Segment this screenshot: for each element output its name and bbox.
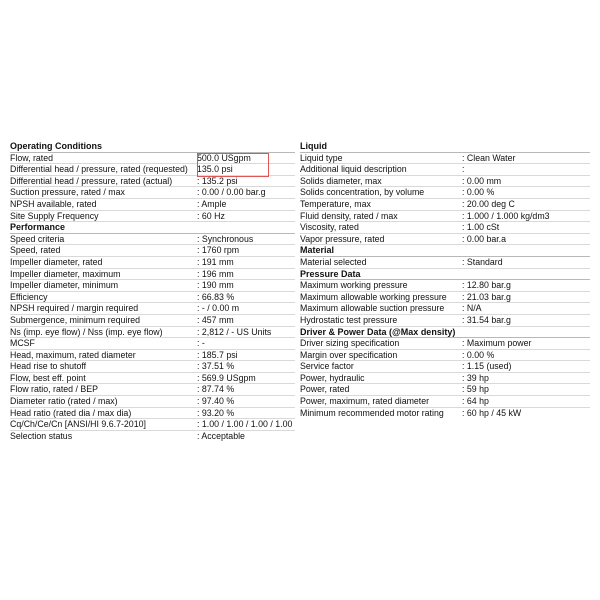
row-label: Speed, rated — [10, 245, 61, 256]
row-value: : 21.03 bar.g — [462, 291, 511, 302]
row-value: : 64 hp — [462, 396, 489, 407]
row-value: : 1.15 (used) — [462, 361, 512, 372]
row-value: : 60 Hz — [197, 210, 225, 221]
row-label: Minimum recommended motor rating — [300, 407, 444, 418]
row-value: : Acceptable — [197, 430, 245, 441]
data-row — [10, 408, 295, 420]
row-label: Submergence, minimum required — [10, 314, 141, 325]
row-label: Additional liquid description — [300, 164, 407, 175]
row-label: Efficiency — [10, 291, 48, 302]
row-label: Viscosity, rated — [300, 222, 359, 233]
section-heading-operating-conditions: Operating Conditions — [10, 141, 295, 153]
data-row — [10, 187, 295, 199]
data-row — [300, 234, 590, 246]
row-label: Temperature, max — [300, 198, 371, 209]
row-label: Impeller diameter, rated — [10, 256, 103, 267]
data-row — [10, 419, 295, 431]
row-value: 500.0 USgpm — [197, 152, 251, 163]
row-value: : 59 hp — [462, 384, 489, 395]
data-row — [300, 222, 590, 234]
row-value: : 1.00 cSt — [462, 222, 500, 233]
row-label: Power, maximum, rated diameter — [300, 396, 430, 407]
row-label: Maximum working pressure — [300, 280, 408, 291]
data-row — [10, 373, 295, 385]
row-label: Solids diameter, max — [300, 175, 382, 186]
row-value: : 0.00 bar.a — [462, 233, 507, 244]
data-row — [300, 176, 590, 188]
row-value: : Synchronous — [197, 233, 254, 244]
row-label: Head rise to shutoff — [10, 361, 87, 372]
data-row — [300, 164, 590, 176]
left-column — [10, 141, 295, 442]
row-label: Power, hydraulic — [300, 372, 365, 383]
row-label: Maximum allowable suction pressure — [300, 303, 445, 314]
data-row — [300, 396, 590, 408]
data-row — [10, 245, 295, 257]
data-row — [10, 396, 295, 408]
row-value: : 185.7 psi — [197, 349, 238, 360]
row-label: Flow ratio, rated / BEP — [10, 384, 99, 395]
row-label: Solids concentration, by volume — [300, 187, 425, 198]
row-value: : 1.000 / 1.000 kg/dm3 — [462, 210, 550, 221]
row-value: : 31.54 bar.g — [462, 314, 511, 325]
data-row — [300, 211, 590, 223]
row-value: : 87.74 % — [197, 384, 235, 395]
row-label: Fluid density, rated / max — [300, 210, 398, 221]
row-label: Differential head / pressure, rated (requested) — [10, 164, 188, 175]
row-value: : 37.51 % — [197, 361, 235, 372]
row-label: Head ratio (rated dia / max dia) — [10, 407, 132, 418]
data-row — [10, 327, 295, 339]
row-label: Maximum allowable working pressure — [300, 291, 447, 302]
section-heading-pressure-data: Pressure Data — [300, 269, 590, 281]
row-label: NPSH required / margin required — [10, 303, 139, 314]
row-value: : 60 hp / 45 kW — [462, 407, 522, 418]
row-value: : Standard — [462, 256, 503, 267]
data-row — [10, 315, 295, 327]
row-label: NPSH available, rated — [10, 198, 97, 209]
data-row — [300, 373, 590, 385]
data-row — [10, 164, 295, 176]
section-heading-liquid: Liquid — [300, 141, 590, 153]
row-label: Driver sizing specification — [300, 338, 400, 349]
row-value: : 39 hp — [462, 372, 489, 383]
data-row — [10, 384, 295, 396]
row-label: Cq/Ch/Ce/Cn [ANSI/HI 9.6.7-2010] — [10, 419, 146, 430]
row-value: : 66.83 % — [197, 291, 235, 302]
data-row — [300, 303, 590, 315]
data-row — [10, 431, 295, 443]
row-value: : Ample — [197, 198, 227, 209]
data-row — [10, 153, 295, 165]
row-label: Flow, rated — [10, 152, 54, 163]
data-row — [10, 176, 295, 188]
row-value: : 1.00 / 1.00 / 1.00 / 1.00 — [197, 419, 293, 430]
row-value: : 0.00 / 0.00 bar.g — [197, 187, 266, 198]
row-label: Ns (imp. eye flow) / Nss (imp. eye flow) — [10, 326, 163, 337]
row-label: Diameter ratio (rated / max) — [10, 396, 118, 407]
row-label: Liquid type — [300, 152, 343, 163]
section-heading-driver-power: Driver & Power Data (@Max density) — [300, 327, 590, 339]
data-row — [300, 315, 590, 327]
row-value: : 93.20 % — [197, 407, 235, 418]
data-row — [300, 199, 590, 211]
row-value: : 190 mm — [197, 280, 234, 291]
row-value: : 1760 rpm — [197, 245, 240, 256]
data-row — [10, 211, 295, 223]
row-value: : 135.2 psi — [197, 175, 238, 186]
row-label: Impeller diameter, minimum — [10, 280, 119, 291]
data-row — [10, 350, 295, 362]
data-row — [10, 257, 295, 269]
row-label: Head, maximum, rated diameter — [10, 349, 136, 360]
data-row — [10, 292, 295, 304]
row-label: MCSF — [10, 338, 35, 349]
data-row — [10, 303, 295, 315]
data-row — [300, 408, 590, 420]
data-row — [300, 350, 590, 362]
row-label: Impeller diameter, maximum — [10, 268, 121, 279]
row-label: Site Supply Frequency — [10, 210, 99, 221]
row-label: Speed criteria — [10, 233, 65, 244]
data-row — [10, 199, 295, 211]
data-row — [10, 234, 295, 246]
row-label: Suction pressure, rated / max — [10, 187, 125, 198]
data-row — [300, 361, 590, 373]
row-value: : 0.00 % — [462, 349, 495, 360]
row-value: : 20.00 deg C — [462, 198, 515, 209]
row-value: : 569.9 USgpm — [197, 372, 256, 383]
row-value: : 457 mm — [197, 314, 234, 325]
right-column — [300, 141, 590, 419]
data-row — [300, 384, 590, 396]
row-label: Margin over specification — [300, 349, 398, 360]
data-row — [10, 361, 295, 373]
data-row — [300, 338, 590, 350]
row-label: Flow, best eff. point — [10, 372, 86, 383]
row-label: Vapor pressure, rated — [300, 233, 385, 244]
row-value: : Clean Water — [462, 152, 516, 163]
section-heading-performance: Performance — [10, 222, 295, 234]
row-value: : 2,812 / - US Units — [197, 326, 272, 337]
data-row — [300, 187, 590, 199]
row-label: Material selected — [300, 256, 367, 267]
section-heading-material: Material — [300, 245, 590, 257]
row-value: : 196 mm — [197, 268, 234, 279]
row-value: 135.0 psi — [197, 164, 233, 175]
data-row — [10, 338, 295, 350]
row-value: : 0.00 % — [462, 187, 495, 198]
data-row — [300, 280, 590, 292]
row-value: : 12.80 bar.g — [462, 280, 511, 291]
row-label: Hydrostatic test pressure — [300, 314, 398, 325]
row-value: : - — [197, 338, 205, 349]
row-label: Selection status — [10, 430, 73, 441]
row-value: : 97.40 % — [197, 396, 235, 407]
row-value: : N/A — [462, 303, 482, 314]
data-row — [300, 292, 590, 304]
row-value: : Maximum power — [462, 338, 532, 349]
data-row — [300, 257, 590, 269]
row-label: Power, rated — [300, 384, 350, 395]
data-row — [10, 269, 295, 281]
row-value: : 191 mm — [197, 256, 234, 267]
row-label: Differential head / pressure, rated (actual) — [10, 175, 173, 186]
row-value: : — [462, 164, 465, 175]
data-row — [300, 153, 590, 165]
row-value: : - / 0.00 m — [197, 303, 240, 314]
row-label: Service factor — [300, 361, 354, 372]
data-row — [10, 280, 295, 292]
row-value: : 0.00 mm — [462, 175, 502, 186]
